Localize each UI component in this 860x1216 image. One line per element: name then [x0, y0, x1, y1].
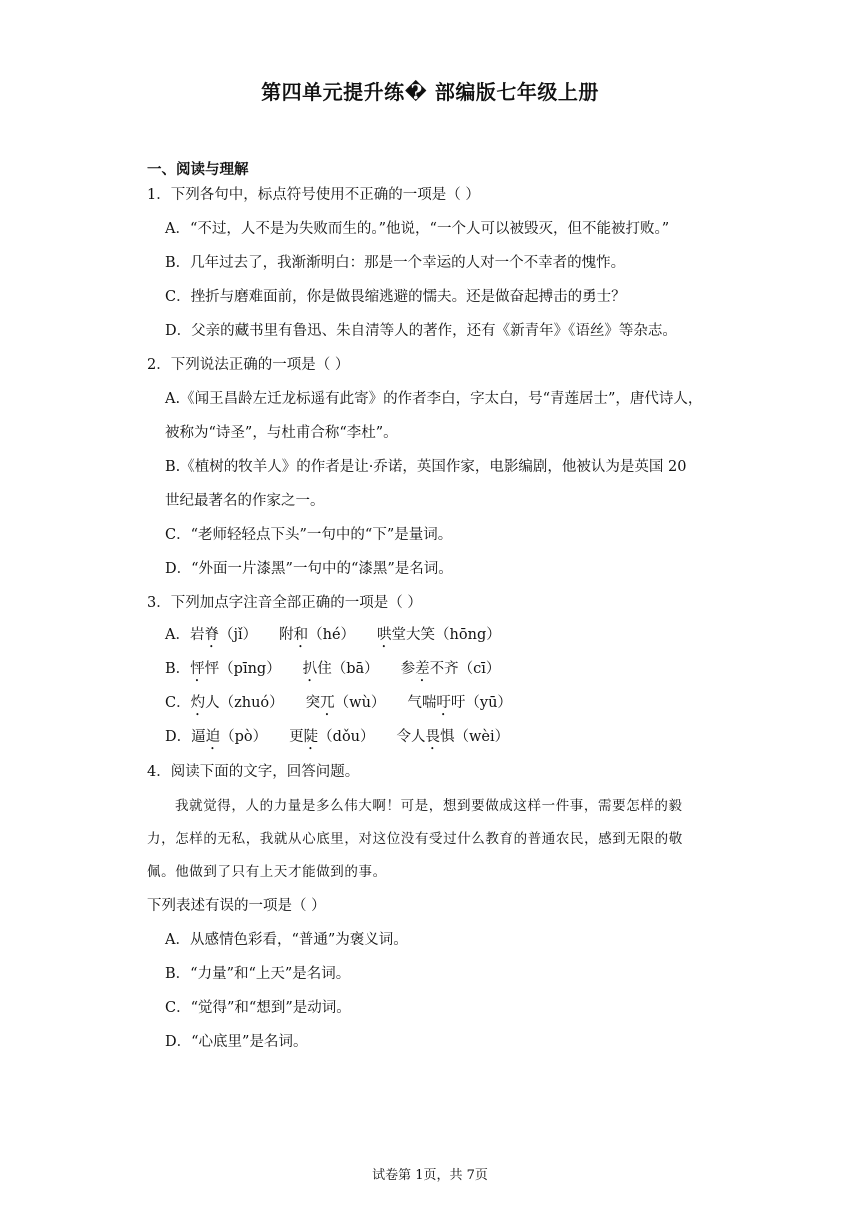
question-1-option-d: D．父亲的藏书里有鲁迅、朱自清等人的著作，还有《新青年》《语丝》等杂志。	[165, 323, 677, 339]
pinyin-item: 扒住（bā）	[302, 661, 379, 677]
question-4-option-a: A．从感情色彩看，“普通”为褒义词。	[165, 932, 408, 948]
question-4-option-c: C．“觉得”和“想到”是动词。	[165, 1000, 351, 1016]
pinyin-item: 逼迫（pò）	[191, 729, 268, 745]
question-4-stem: 4．阅读下面的文字，回答问题。	[147, 764, 360, 780]
question-1-option-c: C．挫折与磨难面前，你是做畏缩逃避的懦夫。还是做奋起搏击的勇士？	[165, 289, 626, 305]
passage-line-1: 我就觉得，人的力量是多么伟大啊！可是，想到要做成这样一件事，需要怎样的毅	[175, 798, 683, 814]
question-3-option-c	[165, 693, 534, 719]
question-2-stem: 2．下列说法正确的一项是（ ）	[147, 357, 350, 373]
question-1-option-b: B．几年过去了，我渐渐明白：那是一个幸运的人对一个不幸者的愧怍。	[165, 255, 626, 271]
pinyin-item: 哄堂大笑（hōng）	[377, 627, 501, 643]
page-footer: 试卷第 1页，共 7页	[372, 1168, 488, 1183]
pinyin-item: 怦怦（pīng）	[190, 661, 281, 677]
question-2-option-d: D．“外面一片漆黑”一句中的“漆黑”是名词。	[165, 561, 453, 577]
passage-line-2: 力，怎样的无私，我就从心底里，对这位没有受过什么教育的普通农民，感到无限的敬	[147, 831, 683, 847]
pinyin-item: 参差不齐（cī）	[400, 661, 501, 677]
question-4-sub-stem: 下列表述有误的一项是（ ）	[147, 898, 326, 914]
pinyin-item: 岩脊（jǐ）	[189, 627, 258, 643]
question-3-option-b	[165, 659, 522, 685]
question-1-option-a: A．“不过，人不是为失败而生的。”他说，“一个人可以被毁灭，但不能被打败。”	[165, 221, 670, 237]
question-2-option-c: C．“老师轻轻点下头”一句中的“下”是量词。	[165, 527, 453, 543]
pinyin-item: 更陡（dǒu）	[289, 729, 375, 745]
question-4-option-d: D．“心底里”是名词。	[165, 1034, 308, 1050]
pinyin-item: 灼人（zhuó）	[190, 695, 284, 711]
question-3-stem: 3．下列加点字注音全部正确的一项是（ ）	[147, 595, 422, 611]
option-label: A．	[165, 627, 190, 643]
question-1-stem: 1．下列各句中，标点符号使用不正确的一项是（ ）	[147, 187, 480, 203]
question-2-option-a-line2: 被称为“诗圣”，与杜甫合称“李杜”。	[165, 425, 398, 441]
question-4-option-b: B．“力量”和“上天”是名词。	[165, 966, 351, 982]
option-label: D．	[165, 729, 192, 745]
pinyin-item: 令人畏惧（wèi）	[396, 729, 510, 745]
question-2-option-b-line1: B.《植树的牧羊人》的作者是让·乔诺，英国作家，电影编剧，他被认为是英国 20	[165, 459, 687, 475]
question-3-option-a	[165, 625, 523, 651]
pinyin-item: 气喘吁吁（yū）	[407, 695, 512, 711]
pinyin-item: 突兀（wù）	[305, 695, 386, 711]
pinyin-item: 附和（hé）	[279, 627, 356, 643]
option-label: B．	[165, 661, 191, 677]
question-2-option-b-line2: 世纪最著名的作家之一。	[165, 493, 325, 509]
option-label: C．	[165, 695, 191, 711]
question-2-option-a-line1: A.《闻王昌龄左迁龙标遥有此寄》的作者李白，字太白，号“青莲居士”，唐代诗人，	[165, 391, 703, 407]
question-3-option-d	[165, 727, 531, 753]
section-heading: 一、阅读与理解	[147, 161, 249, 178]
page-title: 第四单元提升练� 部编版七年级上册	[261, 80, 599, 104]
passage-line-3: 佩。他做到了只有上天才能做到的事。	[147, 864, 387, 880]
